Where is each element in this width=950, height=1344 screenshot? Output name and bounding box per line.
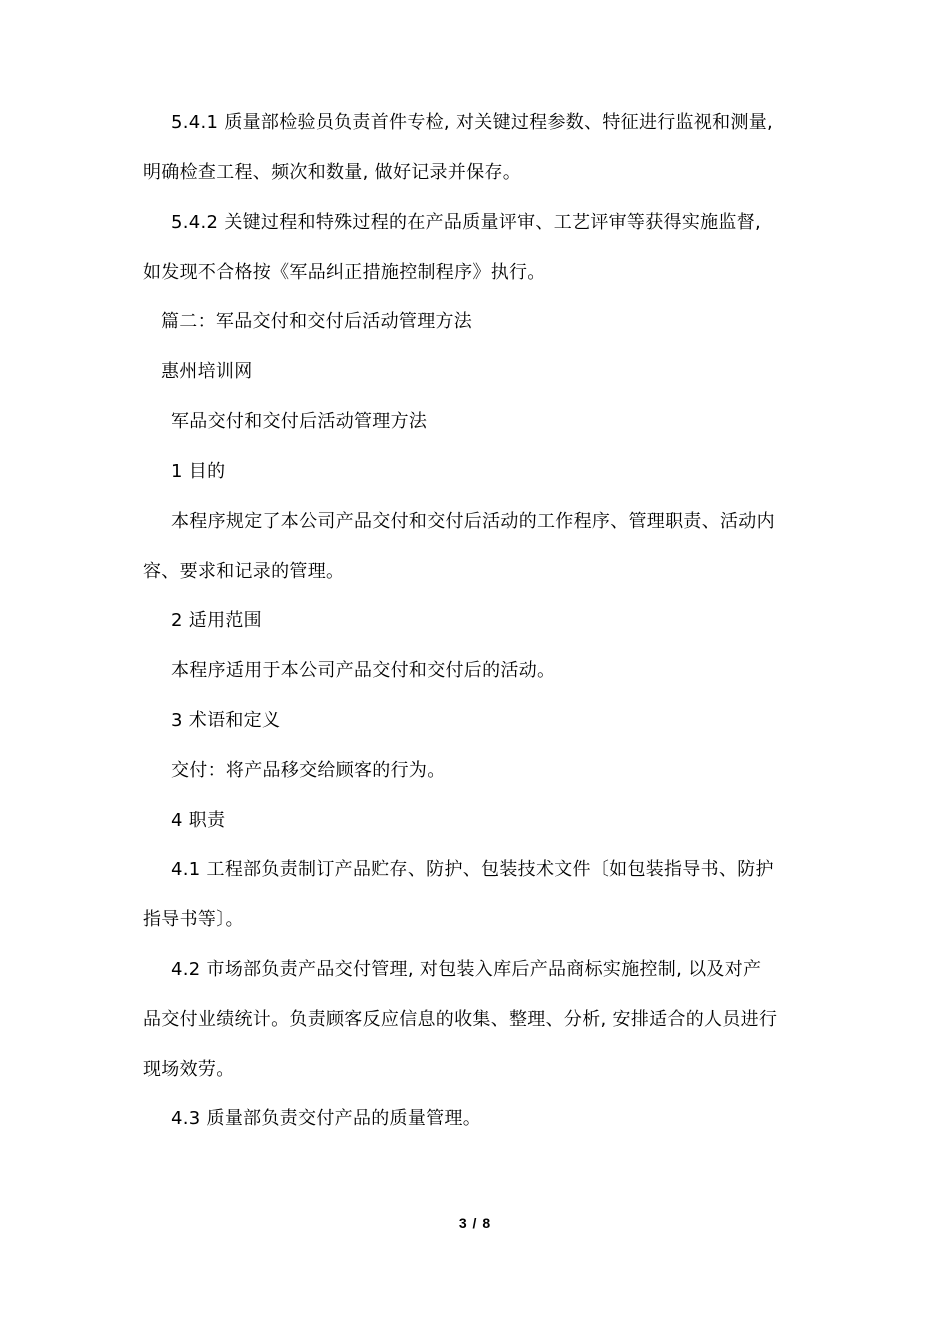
- paragraph-4-1-line-1: 4.1 工程部负责制订产品贮存、防护、包装技术文件〔如包装指导书、防护: [171, 859, 774, 880]
- paragraph-scope: 本程序适用于本公司产品交付和交付后的活动。: [171, 660, 556, 681]
- paragraph-5-4-2-line-2: 如发现不合格按《军品纠正措施控制程序》执行。: [143, 262, 546, 283]
- paragraph-4-3: 4.3 质量部负责交付产品的质量管理。: [171, 1108, 482, 1129]
- section-heading-part-two: 篇二：军品交付和交付后活动管理方法: [161, 311, 473, 332]
- paragraph-purpose-line-1: 本程序规定了本公司产品交付和交付后活动的工作程序、管理职责、活动内: [171, 511, 775, 532]
- paragraph-5-4-1-line-1: 5.4.1 质量部检验员负责首件专检, 对关键过程参数、特征进行监视和测量,: [171, 112, 774, 133]
- heading-terms: 3 术语和定义: [171, 710, 281, 731]
- heading-purpose: 1 目的: [171, 461, 226, 482]
- paragraph-4-2-line-3: 现场效劳。: [143, 1059, 235, 1080]
- paragraph-5-4-2-line-1: 5.4.2 关键过程和特殊过程的在产品质量评审、工艺评审等获得实施监督,: [171, 212, 762, 233]
- source-label: 惠州培训网: [161, 361, 253, 382]
- paragraph-4-2-line-2: 品交付业绩统计。负责顾客反应信息的收集、整理、分析, 安排适合的人员进行: [143, 1009, 778, 1030]
- paragraph-purpose-line-2: 容、要求和记录的管理。: [143, 561, 345, 582]
- page-number: 3 / 8: [458, 1215, 492, 1231]
- paragraph-5-4-1-line-2: 明确检查工程、频次和数量, 做好记录并保存。: [143, 162, 522, 183]
- paragraph-4-1-line-2: 指导书等〕。: [143, 909, 244, 930]
- paragraph-terms: 交付：将产品移交给顾客的行为。: [171, 760, 446, 781]
- heading-scope: 2 适用范围: [171, 610, 262, 631]
- paragraph-4-2-line-1: 4.2 市场部负责产品交付管理, 对包装入库后产品商标实施控制, 以及对产: [171, 959, 762, 980]
- heading-responsibilities: 4 职责: [171, 810, 226, 831]
- document-title: 军品交付和交付后活动管理方法: [171, 411, 428, 432]
